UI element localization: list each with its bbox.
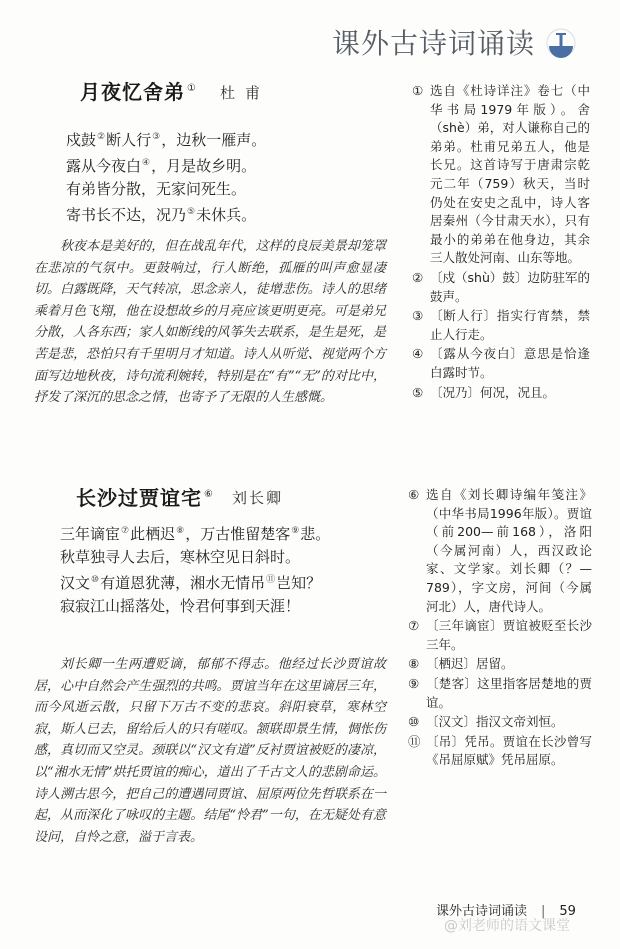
footnote-marker: ⑥ [204,489,214,501]
footnote: ⑦ 〔三年谪宦〕贾谊被贬至长沙三年。 [408,618,592,652]
footnote: ⑥ 选自《刘长卿诗编年笺注》（中华书局1996年版）。贾谊（前200—前168），洛阳（今属河南）人，西汉政论家、文学家。刘长卿（？—789），字文房，河间（今属河北）人，唐代诗人。 [408,487,592,614]
poem-commentary: 秋夜本是美好的，但在战乱年代，这样的良辰美景却笼罩在悲凉的气氛中。更鼓响过，行人断绝，孤雁的叫声愈显凄切。白露既降，天气转凉，思念亲人，徒增悲伤。诗人的思绪乘着月色飞翔，他在设想故乡的月亮应该更明更亮。可是弟兄分散，人各东西；家人如断线的风筝失去联系，是生是死，是苦是悲，恐怕只有千里明月才知道。诗人从听觉、视觉两个方面写边地秋夜，诗句流利婉转，特别是在“有”“无”的对比中，抒发了深沉的思念之情，也寄予了无限的人生感慨。 [34,239,386,406]
footer-section: 课外古诗词诵读 [436,904,528,919]
poem-title [80,76,197,105]
poem-title-text: 长沙过贾谊宅 [76,486,202,510]
poem-line: 寄书长不达，况乃⑤未休兵。 [66,206,257,224]
footnotes [408,486,592,771]
poem-line: 戍鼓②断人行③，边秋一雁声。 [66,131,267,149]
poem-commentary: 刘长卿一生两遭贬谪，郁郁不得志。他经过长沙贾谊故居，心中自然会产生强烈的共鸣。贾谊当年在这里谪居三年，而今风逝云散，只留下万古不变的悲哀。斜阳衰草，寒林空寂，斯人已去，留给后人的只有嗟叹。颔联即景生情，惆怅伤感，真切而又空灵。颈联以“汉文有道”反衬贾谊被贬的凄凉，以“湘水无情”烘托贾谊的痴心，道出了千古文人的悲剧命运。诗人溯古思今，把自己的遭遇同贾谊、屈原两位先哲联系在一起，从而深化了咏叹的主题。结尾“怜君”一句，在无疑处有意设问，自怜之意，溢于言表。 [34,657,386,845]
page-header-title: 课外古诗词诵读 [332,27,536,60]
footnote-marker: ① [187,83,197,95]
footnote: ⑤ 〔况乃〕何况，况且。 [412,384,556,400]
footnote: ⑪ 〔吊〕凭吊。贾谊在长沙曾写《吊屈原赋》凭吊屈原。 [408,733,592,768]
poem-title [76,482,214,511]
unit-one-icon [546,28,576,58]
poem-body [66,126,266,227]
footnote: ① 选自《杜诗详注》卷七（中华书局1979年版）。舍（shè）弟，对人谦称自己的弟弟。杜甫兄弟五人，他是长兄。这首诗写于唐肃宗乾元二年（759）秋天，当时仍处在安史之乱中，诗人客居秦州（今甘肃天水），只有最小的弟弟在他身边，其余三人散处河南、山东等地。 [412,83,590,266]
footnotes [412,82,590,403]
poem-author: 杜甫 [220,84,271,102]
watermark: @刘老师的语文课堂 [444,918,570,934]
footnote: ③ 〔断人行〕指实行宵禁，禁止人行走。 [412,308,590,342]
poem-body [60,520,330,618]
footnote: ② 〔戍（shù）鼓〕边防驻军的鼓声。 [412,269,590,304]
footnote: ⑨ 〔楚客〕这里指客居楚地的贾谊。 [408,675,592,710]
footer-divider: | [541,904,546,919]
poem-author: 刘长卿 [232,489,284,507]
poem-line: 秋草独寻人去后，寒林空见日斜时。 [60,548,301,566]
footnote: ⑧ 〔栖迟〕居留。 [408,656,514,672]
poem-line: 寂寂江山摇落处，怜君何事到天涯！ [60,597,301,615]
poem-line: 有弟皆分散，无家问死生。 [66,180,247,198]
poem-line: 露从今夜白④，月是故乡明。 [66,157,257,175]
poem-line: 汉文⑩有道恩犹薄，湘水无情吊⑪岂知？ [60,574,322,592]
footnote: ⑩ 〔汉文〕指汉文帝刘恒。 [408,714,564,730]
page-number: 59 [559,904,576,919]
poem-line: 三年谪宦⑦此栖迟⑧，万古惟留楚客⑨悲。 [60,525,331,543]
footnote: ④ 〔露从今夜白〕意思是恰逢白露时节。 [412,346,590,380]
poem-title-text: 月夜忆舍弟 [80,80,185,104]
